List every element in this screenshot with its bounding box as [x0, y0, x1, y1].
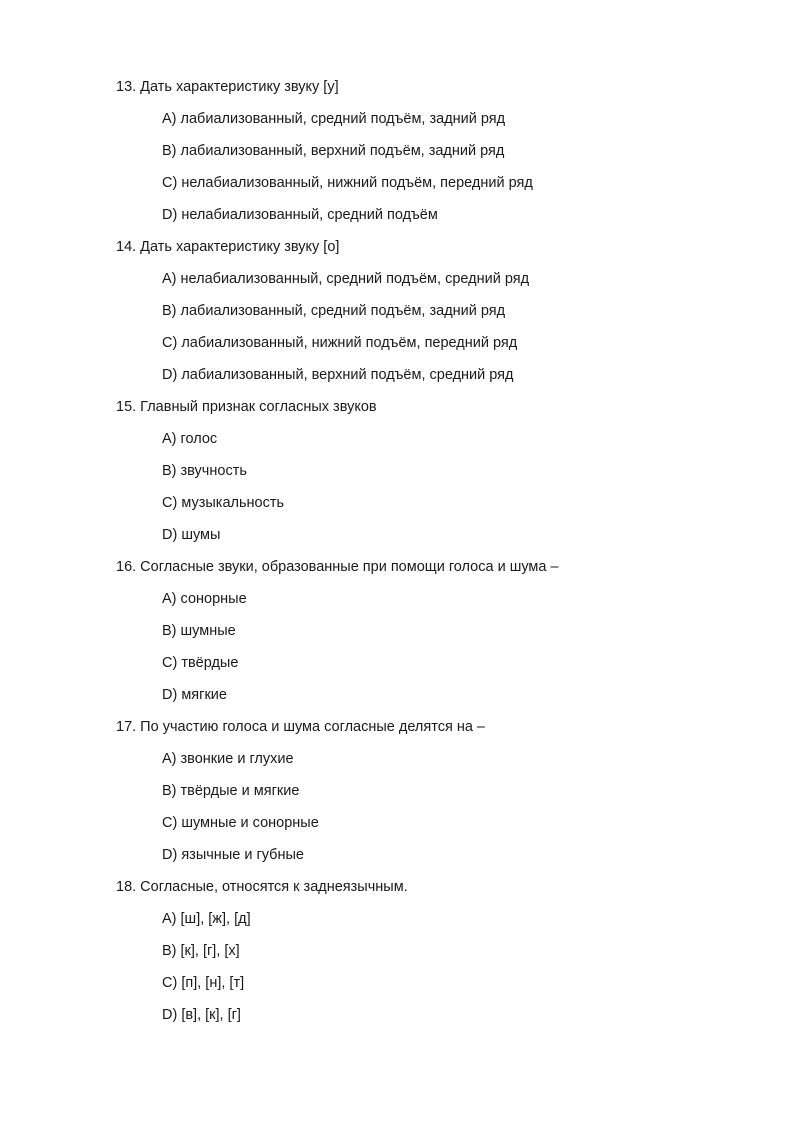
question-17-option-d: D) язычные и губные	[162, 847, 304, 863]
question-14-option-d: D) лабиализованный, верхний подъём, средний ряд	[162, 367, 514, 383]
question-14: 14. Дать характеристику звуку [о]	[116, 239, 340, 255]
question-14-option-c: C) лабиализованный, нижний подъём, передний ряд	[162, 335, 518, 351]
question-16: 16. Согласные звуки, образованные при помощи голоса и шума –	[116, 559, 559, 575]
question-13-option-b: B) лабиализованный, верхний подъём, задний ряд	[162, 143, 505, 159]
question-15-option-a: A) голос	[162, 431, 218, 447]
question-16-option-b: B) шумные	[162, 623, 236, 639]
question-18: 18. Согласные, относятся к заднеязычным.	[116, 879, 408, 895]
question-18-option-a: A) [ш], [ж], [д]	[162, 911, 251, 927]
question-13-option-a: A) лабиализованный, средний подъём, задний ряд	[162, 111, 506, 127]
question-16-option-c: C) твёрдые	[162, 655, 239, 671]
question-18-option-b: B) [к], [г], [х]	[162, 943, 240, 959]
question-17-option-c: C) шумные и сонорные	[162, 815, 319, 831]
question-13: 13. Дать характеристику звуку [у]	[116, 79, 339, 95]
question-18-option-d: D) [в], [к], [г]	[162, 1007, 241, 1023]
question-15-option-d: D) шумы	[162, 527, 221, 543]
question-16-option-a: A) сонорные	[162, 591, 247, 607]
question-17-option-b: B) твёрдые и мягкие	[162, 783, 300, 799]
question-14-option-b: B) лабиализованный, средний подъём, задний ряд	[162, 303, 506, 319]
question-15-option-c: C) музыкальность	[162, 495, 285, 511]
question-13-option-d: D) нелабиализованный, средний подъём	[162, 207, 438, 223]
question-15-option-b: B) звучность	[162, 463, 247, 479]
question-15: 15. Главный признак согласных звуков	[116, 399, 377, 415]
question-17-option-a: A) звонкие и глухие	[162, 751, 294, 767]
question-18-option-c: C) [п], [н], [т]	[162, 975, 245, 991]
question-13-option-c: C) нелабиализованный, нижний подъём, передний ряд	[162, 175, 533, 191]
question-17: 17. По участию голоса и шума согласные делятся на –	[116, 719, 485, 735]
question-14-option-a: A) нелабиализованный, средний подъём, средний ряд	[162, 271, 530, 287]
question-16-option-d: D) мягкие	[162, 687, 227, 703]
